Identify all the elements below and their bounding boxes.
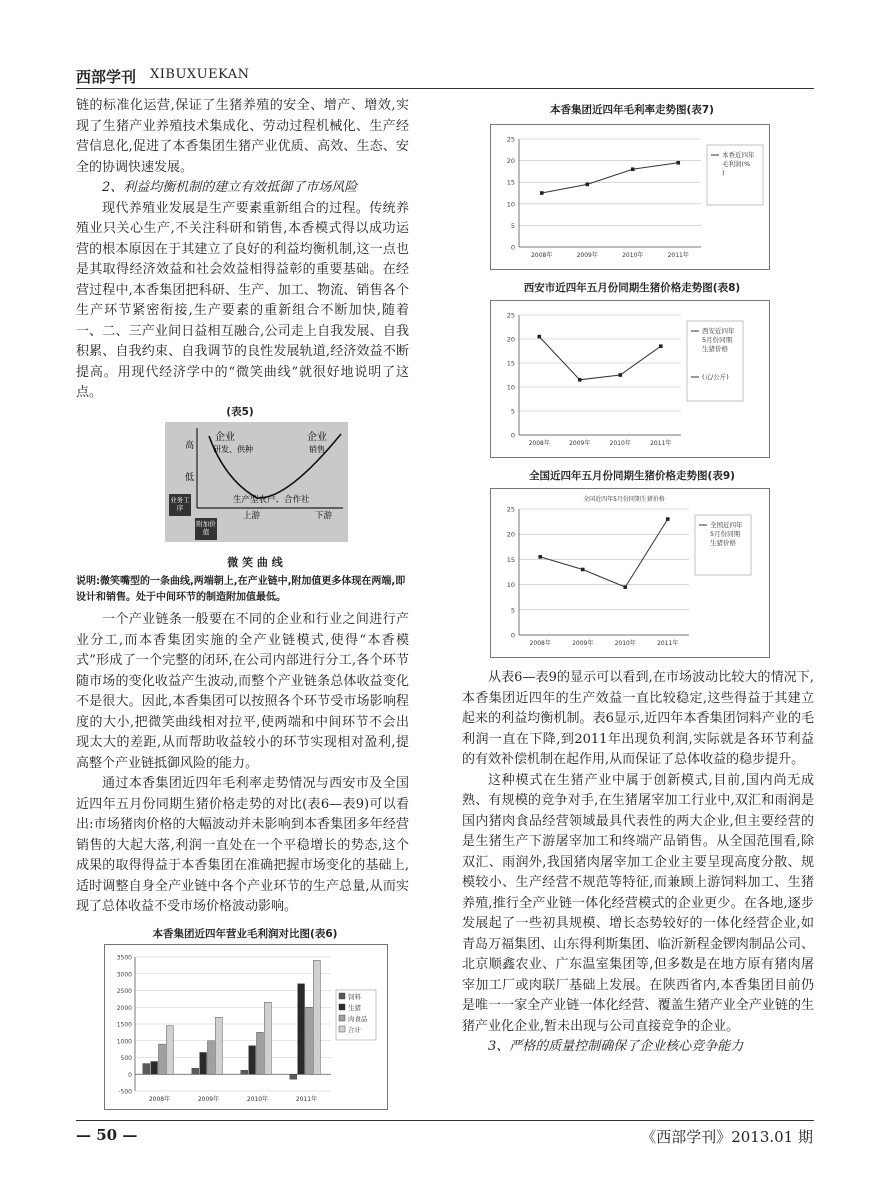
y-tick-label: 1500 <box>116 1021 132 1029</box>
label-downstream: 下游 <box>315 511 333 521</box>
y-tick-label: 5 <box>510 407 515 416</box>
box-added-value-label: 附加价值 <box>196 520 216 536</box>
section-heading: 2、利益均衡机制的建立有效抵御了市场风险 <box>102 180 358 195</box>
paragraph: 从表6—表9的显示可以看到,在市场波动比较大的情况下,本香集团近四年的生产效益一直比较稳定,这些得益于其建立起来的利益均衡机制。表6显示,近四年本香集团饲料产业的毛利润一直在下降,到2011年出现负利润,实际就是各环节利益的有效补偿机制在起作用,从而保证了总体收益的稳步提升。 <box>462 670 814 767</box>
x-tick-label: 2010年 <box>622 252 644 259</box>
legend-label: 西安近四年 <box>702 327 735 335</box>
figure-9-title: 全国近四年五月份同期生猪价格走势图(表9) <box>529 470 735 482</box>
bar <box>264 1002 271 1074</box>
x-tick-label: 2009年 <box>572 640 594 647</box>
page-number: — 50 — <box>76 1126 138 1144</box>
data-point <box>540 191 544 195</box>
legend-label: 本香近四年 <box>722 151 755 159</box>
figure-7-svg <box>491 125 769 269</box>
y-tick-label: 10 <box>506 581 515 590</box>
legend-label: 合计 <box>348 1026 361 1034</box>
bar <box>215 1017 222 1074</box>
bar <box>166 1026 173 1075</box>
legend-swatch <box>339 1026 345 1032</box>
y-tick-label: 0 <box>510 631 515 640</box>
bar <box>143 1064 150 1075</box>
data-point <box>538 555 542 559</box>
x-tick-label: 2011年 <box>295 1096 318 1103</box>
y-tick-label: 15 <box>506 178 515 187</box>
y-tick-label: 20 <box>506 157 515 166</box>
y-tick-label: 0 <box>510 243 515 252</box>
paragraph: 一个产业链条一般要在不同的企业和行业之间进行产业分工,而本香集团实施的全产业链模式,使得“本香模式”形成了一个完整的闭环,在公司内部进行分工,各个环节随市场的变化收益产生波动,而整个产业链条总体收益变化不是很大。因此,本香集团可以按照各个环节受市场影响程度的大小,把微笑曲线相对拉平,使两端和中间环节不会出现太大的差距,从而帮助收益较小的环节实现相对盈利,提高整个产业链抵御风险的能力。 <box>76 612 409 771</box>
bar <box>241 1070 248 1074</box>
legend-swatch <box>339 1015 345 1021</box>
x-tick-label: 2011年 <box>650 440 672 447</box>
label-high: 高 <box>185 441 195 451</box>
y-tick-label: 2000 <box>116 1004 132 1012</box>
bar <box>192 1068 199 1074</box>
x-tick-label: 2008年 <box>148 1096 171 1103</box>
journal-name: 西部学刊 <box>76 68 137 86</box>
header-rule <box>76 88 814 89</box>
x-tick-label: 2008年 <box>529 640 551 647</box>
legend-label: 肉食品 <box>348 1015 368 1023</box>
series-line <box>542 163 679 193</box>
x-tick-label: 2010年 <box>609 440 631 447</box>
data-point <box>581 568 585 572</box>
figure-6-title: 本香集团近四年营业毛利润对比图(表6) <box>152 928 338 940</box>
box-added-value <box>195 518 217 540</box>
y-tick-label: 20 <box>506 530 515 539</box>
x-tick-label: 2010年 <box>614 640 636 647</box>
figure-6-chart <box>104 944 388 1110</box>
y-tick-label: 500 <box>120 1055 132 1062</box>
legend-label: 5月份同期 <box>702 336 733 344</box>
data-point <box>578 378 582 382</box>
bar <box>257 1032 264 1074</box>
legend-label: 生猪价格 <box>702 345 728 353</box>
bar <box>298 984 305 1074</box>
paragraph: 通过本香集团近四年毛利率走势情况与西安市及全国近四年五月份同期生猪价格走势的对比(表6—表9)可以看出:市场猪肉价格的大幅波动并未影响到本香集团多年经营销售的大起大落,利润一直处在一个平稳增长的势态,这个成果的取得得益于本香集团在准确把握市场变化的基础上,适时调整自身全产业链中各个产业环节的生产总量,从而实现了总体收益不受市场价格波动影响。 <box>76 776 409 914</box>
x-tick-label: 2008年 <box>531 252 553 259</box>
data-point <box>585 183 589 187</box>
label-upstream: 上游 <box>243 511 261 521</box>
figure-5-title: (表5) <box>226 406 254 418</box>
figure-8-svg <box>491 301 769 457</box>
y-tick-label: 20 <box>506 335 515 344</box>
label-low: 低 <box>185 473 195 483</box>
legend-label: 生猪 <box>348 1004 361 1012</box>
data-point <box>623 585 627 589</box>
series-line <box>539 337 661 380</box>
x-tick-label: 2011年 <box>667 252 689 259</box>
legend-label: ) <box>722 169 725 177</box>
label-right-top: 企业 <box>307 432 327 443</box>
y-tick-label: 25 <box>506 311 515 320</box>
issue-label: 《西部学刊》2013.01 期 <box>641 1128 813 1146</box>
smile-curve-figure <box>165 422 348 542</box>
paragraph: 链的标准化运营,保证了生猪养殖的安全、增产、增效,实现了生猪产业养殖技术集成化、劳动过程机械化、生产经营信息化,促进了本香集团生猪产业优质、高效、生态、安全的协调快速发展。 <box>76 98 409 175</box>
legend-label: 毛利润(% <box>722 160 751 168</box>
y-tick-label: -500 <box>118 1088 132 1096</box>
y-tick-label: 25 <box>506 135 515 144</box>
y-tick-label: 25 <box>506 505 515 514</box>
legend-label: 全国近四年 <box>710 521 743 529</box>
y-tick-label: 15 <box>506 359 515 368</box>
label-right-sub: 销售 <box>309 445 325 454</box>
figure-9-svg <box>491 489 769 657</box>
label-left-top: 企业 <box>215 432 235 443</box>
bar <box>313 960 320 1074</box>
left-column <box>76 96 409 404</box>
box-business-process-label: 业务工序 <box>170 496 190 512</box>
figure-9-chart <box>490 488 770 658</box>
data-point <box>618 373 622 377</box>
figure-8-title: 西安市近四年五月份同期生猪价格走势图(表8) <box>523 282 741 294</box>
y-tick-label: 10 <box>506 383 515 392</box>
x-tick-label: 2011年 <box>657 640 679 647</box>
data-point <box>631 167 635 171</box>
figure-6-svg <box>105 945 387 1109</box>
y-tick-label: 1000 <box>116 1038 132 1046</box>
y-tick-label: 3000 <box>116 971 132 979</box>
data-point <box>659 344 663 348</box>
legend-swatch <box>339 1004 345 1010</box>
figure-8-chart <box>490 300 770 458</box>
x-tick-label: 2009年 <box>569 440 591 447</box>
y-tick-label: 0 <box>128 1071 132 1079</box>
bar <box>200 1052 207 1074</box>
x-tick-label: 2009年 <box>576 252 598 259</box>
x-tick-label: 2010年 <box>246 1096 269 1103</box>
y-tick-label: 3500 <box>116 954 132 962</box>
x-tick-label: 2008年 <box>528 440 550 447</box>
label-left-sub: 研发、供种 <box>213 445 253 454</box>
data-point <box>666 517 670 521</box>
figure-5-caption: 微 笑 曲 线 <box>227 556 283 569</box>
bar <box>208 1041 215 1075</box>
legend-label: (元/公斤) <box>702 373 729 381</box>
right-column <box>462 668 814 1058</box>
footer-rule <box>76 1120 814 1121</box>
series-line <box>540 519 668 587</box>
bar <box>306 1007 313 1074</box>
legend-label: 生猪价格 <box>710 539 736 547</box>
x-tick-label: 2009年 <box>197 1096 220 1103</box>
section-heading: 3、严格的质量控制确保了企业核心竞争能力 <box>488 1039 744 1054</box>
y-tick-label: 5 <box>510 221 515 230</box>
legend-label: 饲料 <box>348 993 361 1001</box>
left-column-lower <box>76 610 409 918</box>
bar <box>249 1046 256 1074</box>
legend-label: 5月份同期 <box>710 530 741 538</box>
journal-pinyin: XIBUXUEKAN <box>150 67 250 82</box>
data-point <box>537 335 541 339</box>
bar <box>151 1062 158 1075</box>
bar <box>290 1074 297 1079</box>
smile-curve-svg <box>165 422 348 542</box>
y-tick-label: 0 <box>510 431 515 440</box>
figure-7-chart <box>490 124 770 270</box>
y-tick-label: 10 <box>506 200 515 209</box>
y-tick-label: 5 <box>510 606 515 615</box>
data-point <box>676 161 680 165</box>
figure-7-title: 本香集团近四年毛利率走势图(表7) <box>550 104 714 116</box>
paragraph: 现代养殖业发展是生产要素重新组合的过程。传统养殖业只关心生产,不关注科研和销售,本香模式得以成功运营的根本原因在于其建立了良好的利益均衡机制,这一点也是其取得经济效益和社会效益相得益彰的重要基础。在经营过程中,本香集团把科研、生产、加工、物流、销售各个生产环节紧密衔接,生产要素的重新组合不断加快,随着一、二、三产业间日益相互融合,公司走上自我发展、自我积累、自我约束、自我调节的良性发展轨道,经济效益不断提高。用现代经济学中的“微笑曲线”就很好地说明了这点。 <box>76 200 409 400</box>
figure-5-note: 说明:微笑嘴型的一条曲线,两端朝上,在产业链中,附加值更多体现在两端,即设计和销售。处于中间环节的制造附加值最低。 <box>76 576 406 603</box>
bar <box>159 1044 166 1074</box>
label-bottom: 生产型农户、合作社 <box>233 495 310 505</box>
chart-inner-title: 全国近四年5月份同期生猪价格 <box>583 496 665 503</box>
smile-curve <box>209 434 341 498</box>
legend-swatch <box>339 993 345 999</box>
y-tick-label: 2500 <box>116 988 132 995</box>
paragraph: 这种模式在生猪产业中属于创新模式,目前,国内尚无成熟、有规模的竞争对手,在生猪屠宰加工行业中,双汇和雨润是国内猪肉食品经营领域最具代表性的两大企业,但主要经营的是生猪生产下游屠宰加工和终端产品销售。从全国范围看,除双汇、雨润外,我国猪肉屠宰加工企业主要呈现高度分散、规模较小、生产经营不规范等特征,而兼顾上游饲料加工、生猪养殖,推行全产业链一体化经营模式的企业更少。在各地,逐步发展起了一些初具规模、增长态势较好的一体化经营企业,如青岛万福集团、山东得利斯集团、临沂新程金锣肉制品公司、北京顺鑫农业、广东温室集团等,但多数是在地方原有猪肉屠宰加工厂或肉联厂基础上发展。在陕西省内,本香集团目前仍是唯一一家全产业链一体化经营、覆盖生猪产业全产业链的生猪产业化企业,暂未出现与公司直接竞争的企业。 <box>462 772 814 1034</box>
y-tick-label: 15 <box>506 555 515 564</box>
box-business-process <box>169 494 191 516</box>
